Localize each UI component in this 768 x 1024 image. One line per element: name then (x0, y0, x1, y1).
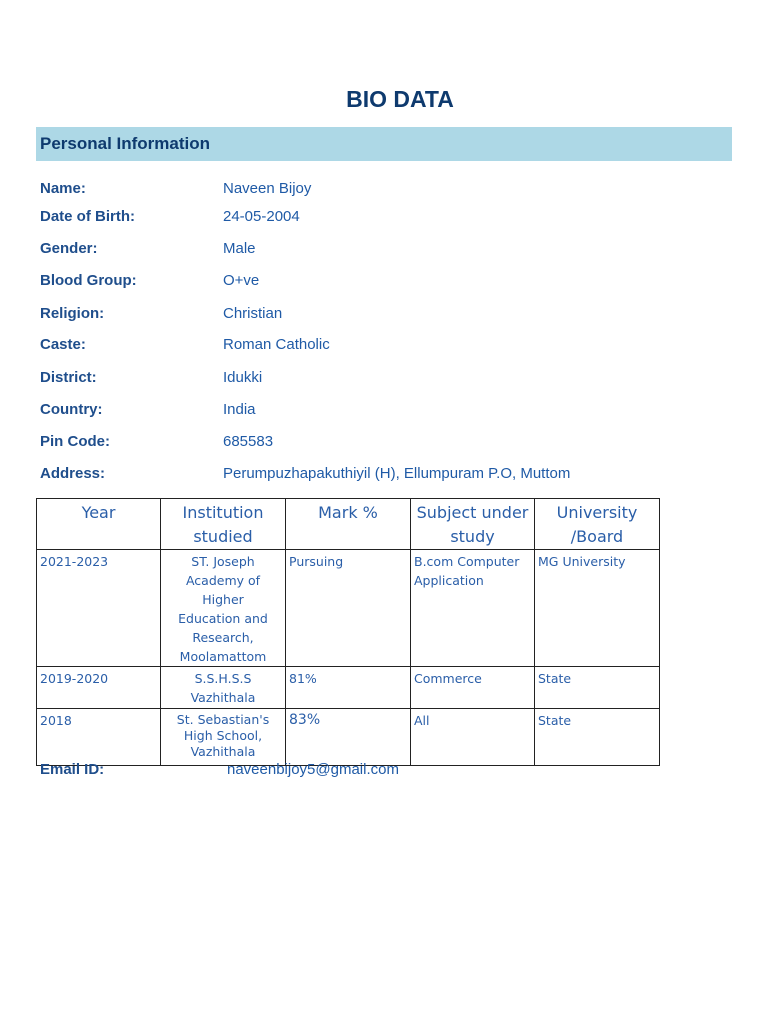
district-value: Idukki (223, 369, 263, 386)
country-value: India (223, 401, 256, 418)
header-year: Year (37, 499, 161, 550)
cell-institution: S.S.H.S.S Vazhithala (161, 667, 286, 709)
cell-subject: Commerce (411, 667, 535, 709)
table-row (37, 667, 660, 709)
religion-value: Christian (223, 305, 283, 322)
cell-subject: B.com Computer Application (411, 550, 535, 667)
caste-value: Roman Catholic (223, 336, 330, 353)
caste-label: Caste: (40, 336, 86, 353)
cell-mark: 81% (286, 667, 411, 709)
header-mark: Mark % (286, 499, 411, 550)
gender-value: Male (223, 240, 256, 257)
email-label: Email ID: (40, 761, 105, 778)
cell-board: MG University (535, 550, 660, 667)
section-title: Personal Information (40, 134, 211, 153)
district-label: District: (40, 369, 97, 386)
table-row (37, 709, 660, 766)
blood-group-label: Blood Group: (40, 272, 137, 289)
cell-mark: 83% (286, 709, 411, 766)
address-label: Address: (40, 465, 106, 482)
dob-value: 24-05-2004 (223, 208, 300, 225)
pin-code-label: Pin Code: (40, 433, 110, 450)
cell-board: State (535, 709, 660, 766)
name-value: Naveen Bijoy (223, 180, 312, 197)
gender-label: Gender: (40, 240, 98, 257)
email-value: naveenbijoy5@gmail.com (227, 761, 399, 778)
blood-group-value: O+ve (223, 272, 260, 289)
religion-label: Religion: (40, 305, 105, 322)
cell-year: 2019-2020 (37, 667, 161, 709)
cell-subject: All (411, 709, 535, 766)
education-table (36, 498, 660, 766)
header-board: University /Board (535, 499, 660, 550)
cell-mark: Pursuing (286, 550, 411, 667)
cell-board: State (535, 667, 660, 709)
cell-year: 2021-2023 (37, 550, 161, 667)
page-title: BIO DATA (346, 86, 454, 112)
cell-institution: St. Sebastian's High School, Vazhithala (161, 709, 286, 766)
cell-year: 2018 (37, 709, 161, 766)
country-label: Country: (40, 401, 103, 418)
header-institution: Institution studied (161, 499, 286, 550)
header-subject: Subject under study (411, 499, 535, 550)
cell-institution: ST. Joseph Academy of Higher Education and Research, Moolamattom (161, 550, 286, 667)
dob-label: Date of Birth: (40, 208, 135, 225)
table-header-row (37, 499, 660, 550)
pin-code-value: 685583 (223, 433, 274, 450)
address-value: Perumpuzhapakuthiyil (H), Ellumpuram P.O, Muttom (223, 465, 571, 482)
section-header-personal-information (36, 127, 732, 161)
table-row (37, 550, 660, 667)
name-label: Name: (40, 180, 86, 197)
